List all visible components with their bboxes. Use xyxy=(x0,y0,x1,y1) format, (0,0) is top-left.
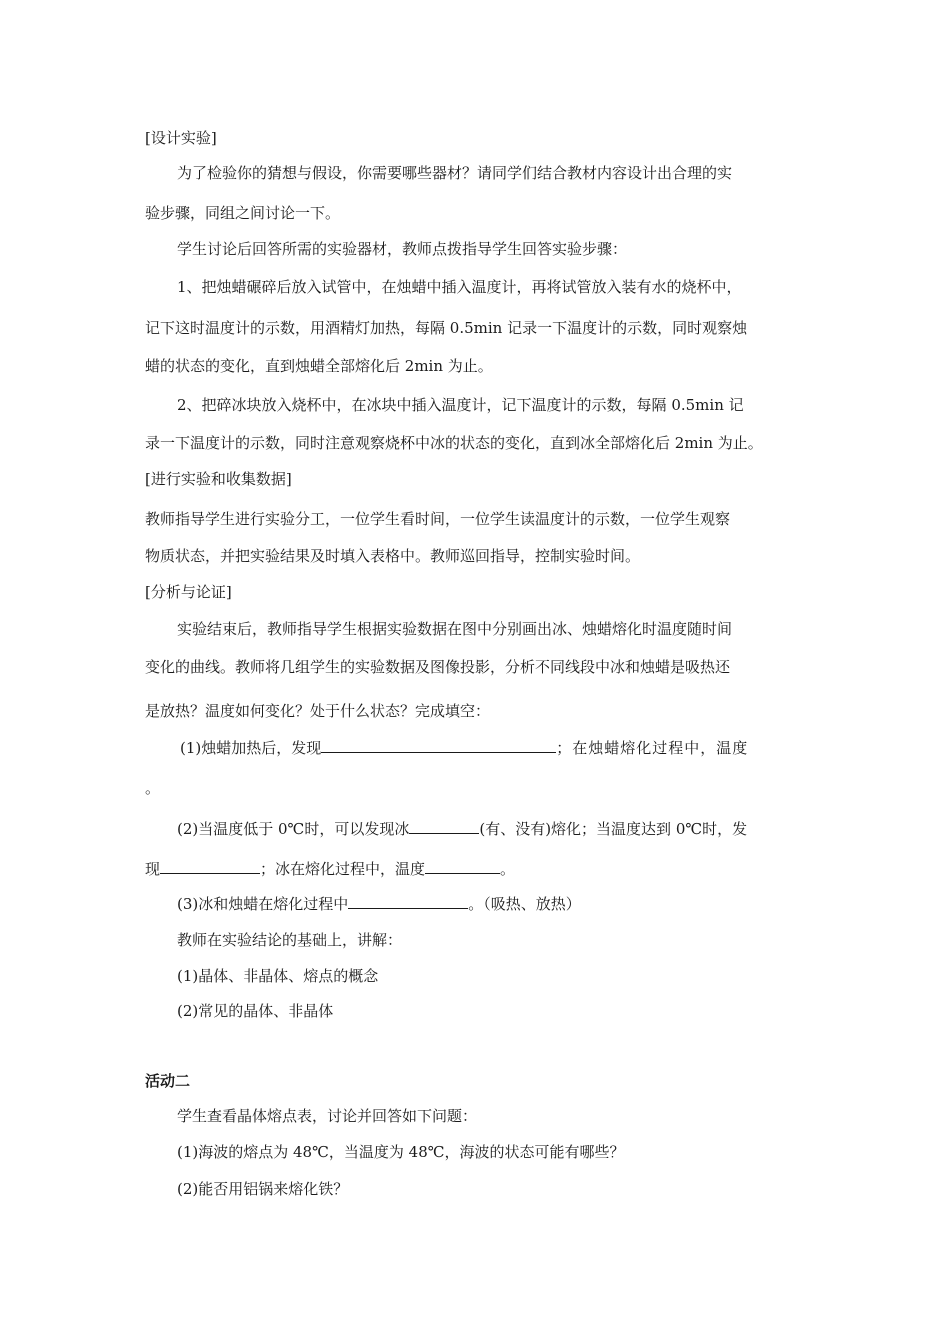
explain-item: (2)常见的晶体、非晶体 xyxy=(177,1002,334,1020)
answer-blank[interactable] xyxy=(425,859,500,874)
answer-blank[interactable] xyxy=(160,859,260,874)
step1-line: 1、把烛蜡碾碎后放入试管中，在烛蜡中插入温度计，再将试管放入装有水的烧杯中， xyxy=(177,278,742,296)
answer-blank[interactable] xyxy=(321,738,556,753)
activity2-question: (2)能否用铝锅来熔化铁？ xyxy=(177,1180,349,1198)
design-paragraph-line: 学生讨论后回答所需的实验器材，教师点拨指导学生回答实验步骤： xyxy=(177,240,628,258)
collect-heading: [进行实验和收集数据] xyxy=(145,470,292,488)
explain-line: 教师在实验结论的基础上，讲解： xyxy=(177,931,403,949)
analysis-line: 是放热？温度如何变化？处于什么状态？完成填空： xyxy=(145,702,491,720)
answer-blank[interactable] xyxy=(348,894,468,909)
question-3: (3)冰和烛蜡在熔化过程中 。（吸热、放热） xyxy=(177,895,581,913)
answer-blank[interactable] xyxy=(409,819,479,834)
question-1-end: 。 xyxy=(145,779,161,797)
analysis-line: 变化的曲线。教师将几组学生的实验数据及图像投影，分析不同线段中冰和烛蜡是吸热还 xyxy=(145,658,731,676)
explain-item: (1)晶体、非晶体、熔点的概念 xyxy=(177,967,379,985)
question-2-cont: 现 ；冰在熔化过程中，温度 。 xyxy=(145,860,516,878)
activity2-question: (1)海波的熔点为 48℃，当温度为 48℃，海波的状态可能有哪些？ xyxy=(177,1143,625,1161)
step1-line: 蜡的状态的变化，直到烛蜡全部熔化后 2min 为止。 xyxy=(145,357,493,375)
design-paragraph-line: 为了检验你的猜想与假设，你需要哪些器材？请同学们结合教材内容设计出合理的实 xyxy=(177,164,733,182)
step2-line: 录一下温度计的示数，同时注意观察烧杯中冰的状态的变化，直到冰全部熔化后 2min 为止。 xyxy=(145,434,763,452)
activity2-intro: 学生查看晶体熔点表，讨论并回答如下问题： xyxy=(177,1107,478,1125)
collect-line: 教师指导学生进行实验分工，一位学生看时间，一位学生读温度计的示数，一位学生观察 xyxy=(145,510,731,528)
collect-line: 物质状态，并把实验结果及时填入表格中。教师巡回指导，控制实验时间。 xyxy=(145,547,641,565)
analysis-heading: [分析与论证] xyxy=(145,583,232,601)
step2-line: 2、把碎冰块放入烧杯中，在冰块中插入温度计，记下温度计的示数，每隔 0.5min 记 xyxy=(177,396,744,414)
question-1: (1)烛蜡加热后，发现 ；在烛蜡熔化过程中，温度 xyxy=(180,739,749,757)
question-2: (2)当温度低于 0℃时，可以发现冰 (有、没有)熔化；当温度达到 0℃时，发 xyxy=(177,820,748,838)
step1-line: 记下这时温度计的示数，用酒精灯加热，每隔 0.5min 记录一下温度计的示数，同时观察烛 xyxy=(145,319,748,337)
activity2-heading: 活动二 xyxy=(145,1072,191,1090)
analysis-line: 实验结束后，教师指导学生根据实验数据在图中分别画出冰、烛蜡熔化时温度随时间 xyxy=(177,620,733,638)
design-paragraph-line: 验步骤，同组之间讨论一下。 xyxy=(145,204,341,222)
design-heading: [设计实验] xyxy=(145,129,217,147)
